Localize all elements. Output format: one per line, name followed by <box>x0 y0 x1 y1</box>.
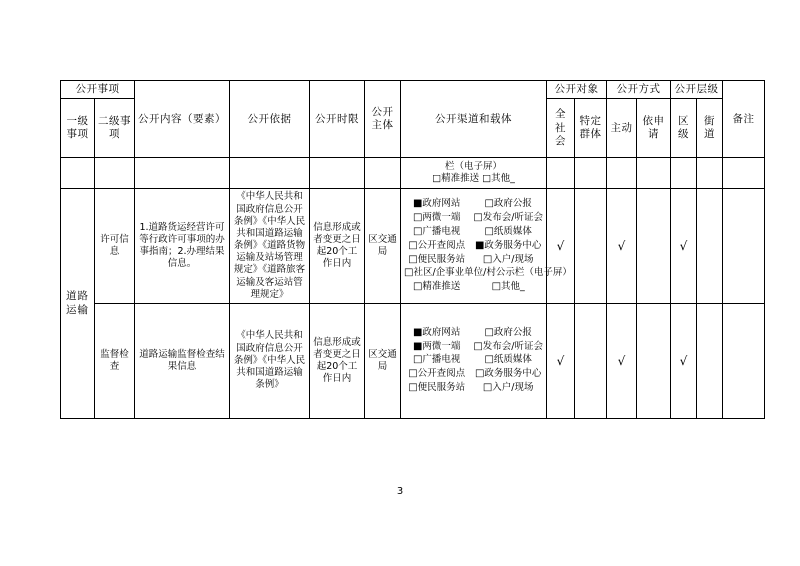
channel-option[interactable] <box>473 281 543 294</box>
cell-method-active: √ <box>607 189 637 303</box>
checkbox-mark: ■ <box>412 198 423 210</box>
partial-audience-specific <box>575 158 607 189</box>
header-group-method: 公开方式 <box>607 81 671 99</box>
partial-subject <box>365 158 401 189</box>
channel-option[interactable] <box>404 341 469 354</box>
channel-label: 发布会/听证会 <box>482 340 543 352</box>
cell-audience-specific <box>575 189 607 303</box>
partial-audience-all <box>547 158 575 189</box>
header-col-channel: 公开渠道和载体 <box>401 81 547 158</box>
cell-level-district: √ <box>671 189 697 303</box>
checkbox-mark: ■ <box>412 340 423 352</box>
partial-remark <box>723 158 765 189</box>
cell-level2: 许可信息 <box>95 189 135 303</box>
checkbox-mark: ■ <box>474 239 485 251</box>
channel-label: 政务服务中心 <box>484 239 542 251</box>
channel-option[interactable] <box>404 267 572 280</box>
channel-label: 政务服务中心 <box>484 368 542 380</box>
channel-label: 政府网站 <box>422 198 461 210</box>
table-row-partial <box>61 158 765 189</box>
channel-option[interactable] <box>404 254 469 267</box>
checkbox-mark: ■ <box>412 326 423 338</box>
channel-label: 便民服务站 <box>417 253 466 265</box>
channel-label: 便民服务站 <box>417 382 466 394</box>
cell-basis: 《中华人民共和国政府信息公开条例》《中华人民共和国道路运输条例》《道路货物运输及站场管理规定》《道路旅客运输及客运站管理规定》 <box>230 189 310 303</box>
cell-level-street <box>697 189 723 303</box>
cell-remark <box>723 189 765 303</box>
cell-remark <box>723 303 765 418</box>
channel-option[interactable] <box>473 354 543 367</box>
table-header-row-1 <box>61 81 765 99</box>
channel-option[interactable] <box>404 382 469 395</box>
channel-label: 政府公报 <box>493 326 532 338</box>
header-col-content: 公开内容（要素） <box>135 81 230 158</box>
channel-label: 公开查阅点 <box>417 239 466 251</box>
channel-option[interactable] <box>404 368 469 381</box>
checkbox-mark: □ <box>484 198 494 210</box>
partial-level1 <box>61 158 95 189</box>
channel-option[interactable] <box>473 240 543 253</box>
cell-time: 信息形成或者变更之日起20个工作日内 <box>310 303 365 418</box>
channel-label: 其他_ <box>501 281 525 293</box>
checkbox-mark: □ <box>408 253 418 265</box>
channel-label: 公开查阅点 <box>417 368 466 380</box>
partial-level-street <box>697 158 723 189</box>
channel-label: 纸质媒体 <box>493 225 532 237</box>
header-col-audience-specific: 特定群体 <box>575 99 607 158</box>
checkbox-mark: □ <box>482 382 493 394</box>
cell-level1: 道路运输 <box>61 189 95 418</box>
channel-option[interactable] <box>473 198 543 211</box>
cell-basis: 《中华人民共和国政府信息公开条例》《中华人民共和国道路运输条例》 <box>230 303 310 418</box>
cell-method-request <box>637 303 671 418</box>
checkbox-mark: □ <box>484 225 494 237</box>
checkbox-mark: □ <box>412 281 423 293</box>
header-col-level-street: 街道 <box>697 99 723 158</box>
header-col-basis: 公开依据 <box>230 81 310 158</box>
table-row <box>61 303 765 418</box>
channel-label: 两微一端 <box>422 212 461 224</box>
channel-label: 广播电视 <box>422 225 461 237</box>
checkbox-mark: □ <box>412 225 423 237</box>
channel-option[interactable] <box>473 382 543 395</box>
header-col-level1: 一级事项 <box>61 99 95 158</box>
partial-method-active <box>607 158 637 189</box>
channel-option[interactable] <box>473 341 543 354</box>
channel-option[interactable] <box>404 198 469 211</box>
channel-option[interactable] <box>404 327 469 340</box>
checkbox-mark: □ <box>404 267 414 279</box>
partial-channel <box>401 158 547 189</box>
header-col-level2: 二级事项 <box>95 99 135 158</box>
checkbox-mark: □ <box>473 340 483 352</box>
table-sheet <box>60 80 755 419</box>
checkbox-mark: □ <box>408 239 418 251</box>
cell-level-street <box>697 303 723 418</box>
channel-option[interactable] <box>404 240 469 253</box>
page-number: 3 <box>396 486 404 497</box>
checkbox-mark: □ <box>473 212 483 224</box>
header-col-remark: 备注 <box>723 81 765 158</box>
channel-option[interactable] <box>473 327 543 340</box>
channel-label: 入户/现场 <box>492 382 534 394</box>
checkbox-mark: □ <box>412 212 423 224</box>
channel-label: 入户/现场 <box>492 253 534 265</box>
partial-content <box>135 158 230 189</box>
checkbox-mark: □ <box>474 368 485 380</box>
channel-line: □精准推送 □其他_ <box>432 173 515 185</box>
channel-option[interactable] <box>473 254 543 267</box>
checkbox-mark: □ <box>484 326 494 338</box>
channel-line: 栏（电子屏） <box>444 161 502 173</box>
channel-label: 纸质媒体 <box>493 354 532 366</box>
header-col-method-request: 依申请 <box>637 99 671 158</box>
cell-content: 1.道路货运经营许可等行政许可事项的办事指南；2.办理结果信息。 <box>135 189 230 303</box>
channel-option[interactable] <box>404 212 469 225</box>
cell-channel <box>401 303 547 418</box>
channel-label: 广播电视 <box>422 354 461 366</box>
channel-option[interactable] <box>404 354 469 367</box>
cell-content: 道路运输监督检查结果信息 <box>135 303 230 418</box>
header-col-time: 公开时限 <box>310 81 365 158</box>
header-group-level: 公开层级 <box>671 81 723 99</box>
cell-subject: 区交通局 <box>365 189 401 303</box>
cell-level-district: √ <box>671 303 697 418</box>
channel-option[interactable] <box>404 281 469 294</box>
cell-method-request <box>637 189 671 303</box>
checkbox-mark: □ <box>408 368 418 380</box>
partial-level2 <box>95 158 135 189</box>
cell-audience-specific <box>575 303 607 418</box>
cell-channel <box>401 189 572 303</box>
header-col-audience-all: 全社会 <box>547 99 575 158</box>
partial-method-request <box>637 158 671 189</box>
channel-label: 社区/企事业单位/村公示栏（电子屏） <box>413 267 572 279</box>
channel-option[interactable] <box>404 226 469 239</box>
channel-label: 政府网站 <box>422 326 461 338</box>
partial-level-district <box>671 158 697 189</box>
table-row <box>61 189 765 303</box>
cell-audience-all: √ <box>547 303 575 418</box>
cell-method-active: √ <box>607 303 637 418</box>
channel-label: 政府公报 <box>493 198 532 210</box>
checkbox-mark: □ <box>484 354 494 366</box>
header-group-audience: 公开对象 <box>547 81 607 99</box>
channel-option[interactable] <box>473 212 543 225</box>
public-matters-table <box>60 80 765 419</box>
channel-label: 两微一端 <box>422 340 461 352</box>
checkbox-mark: □ <box>408 382 418 394</box>
header-col-subject: 公开主体 <box>365 81 401 158</box>
channel-label: 发布会/听证会 <box>482 212 543 224</box>
checkbox-mark: □ <box>412 354 423 366</box>
partial-time <box>310 158 365 189</box>
checkbox-mark: □ <box>491 281 502 293</box>
channel-label: 精准推送 <box>422 281 461 293</box>
header-col-level-district: 区级 <box>671 99 697 158</box>
channel-option[interactable] <box>473 226 543 239</box>
cell-time: 信息形成或者变更之日起20个工作日内 <box>310 189 365 303</box>
cell-level2: 监督检查 <box>95 303 135 418</box>
header-col-method-active: 主动 <box>607 99 637 158</box>
cell-subject: 区交通局 <box>365 303 401 418</box>
partial-basis <box>230 158 310 189</box>
channel-option[interactable] <box>473 368 543 381</box>
cell-audience-all: √ <box>547 189 575 303</box>
checkbox-mark: □ <box>482 253 493 265</box>
header-group-public-matters: 公开事项 <box>61 81 135 99</box>
